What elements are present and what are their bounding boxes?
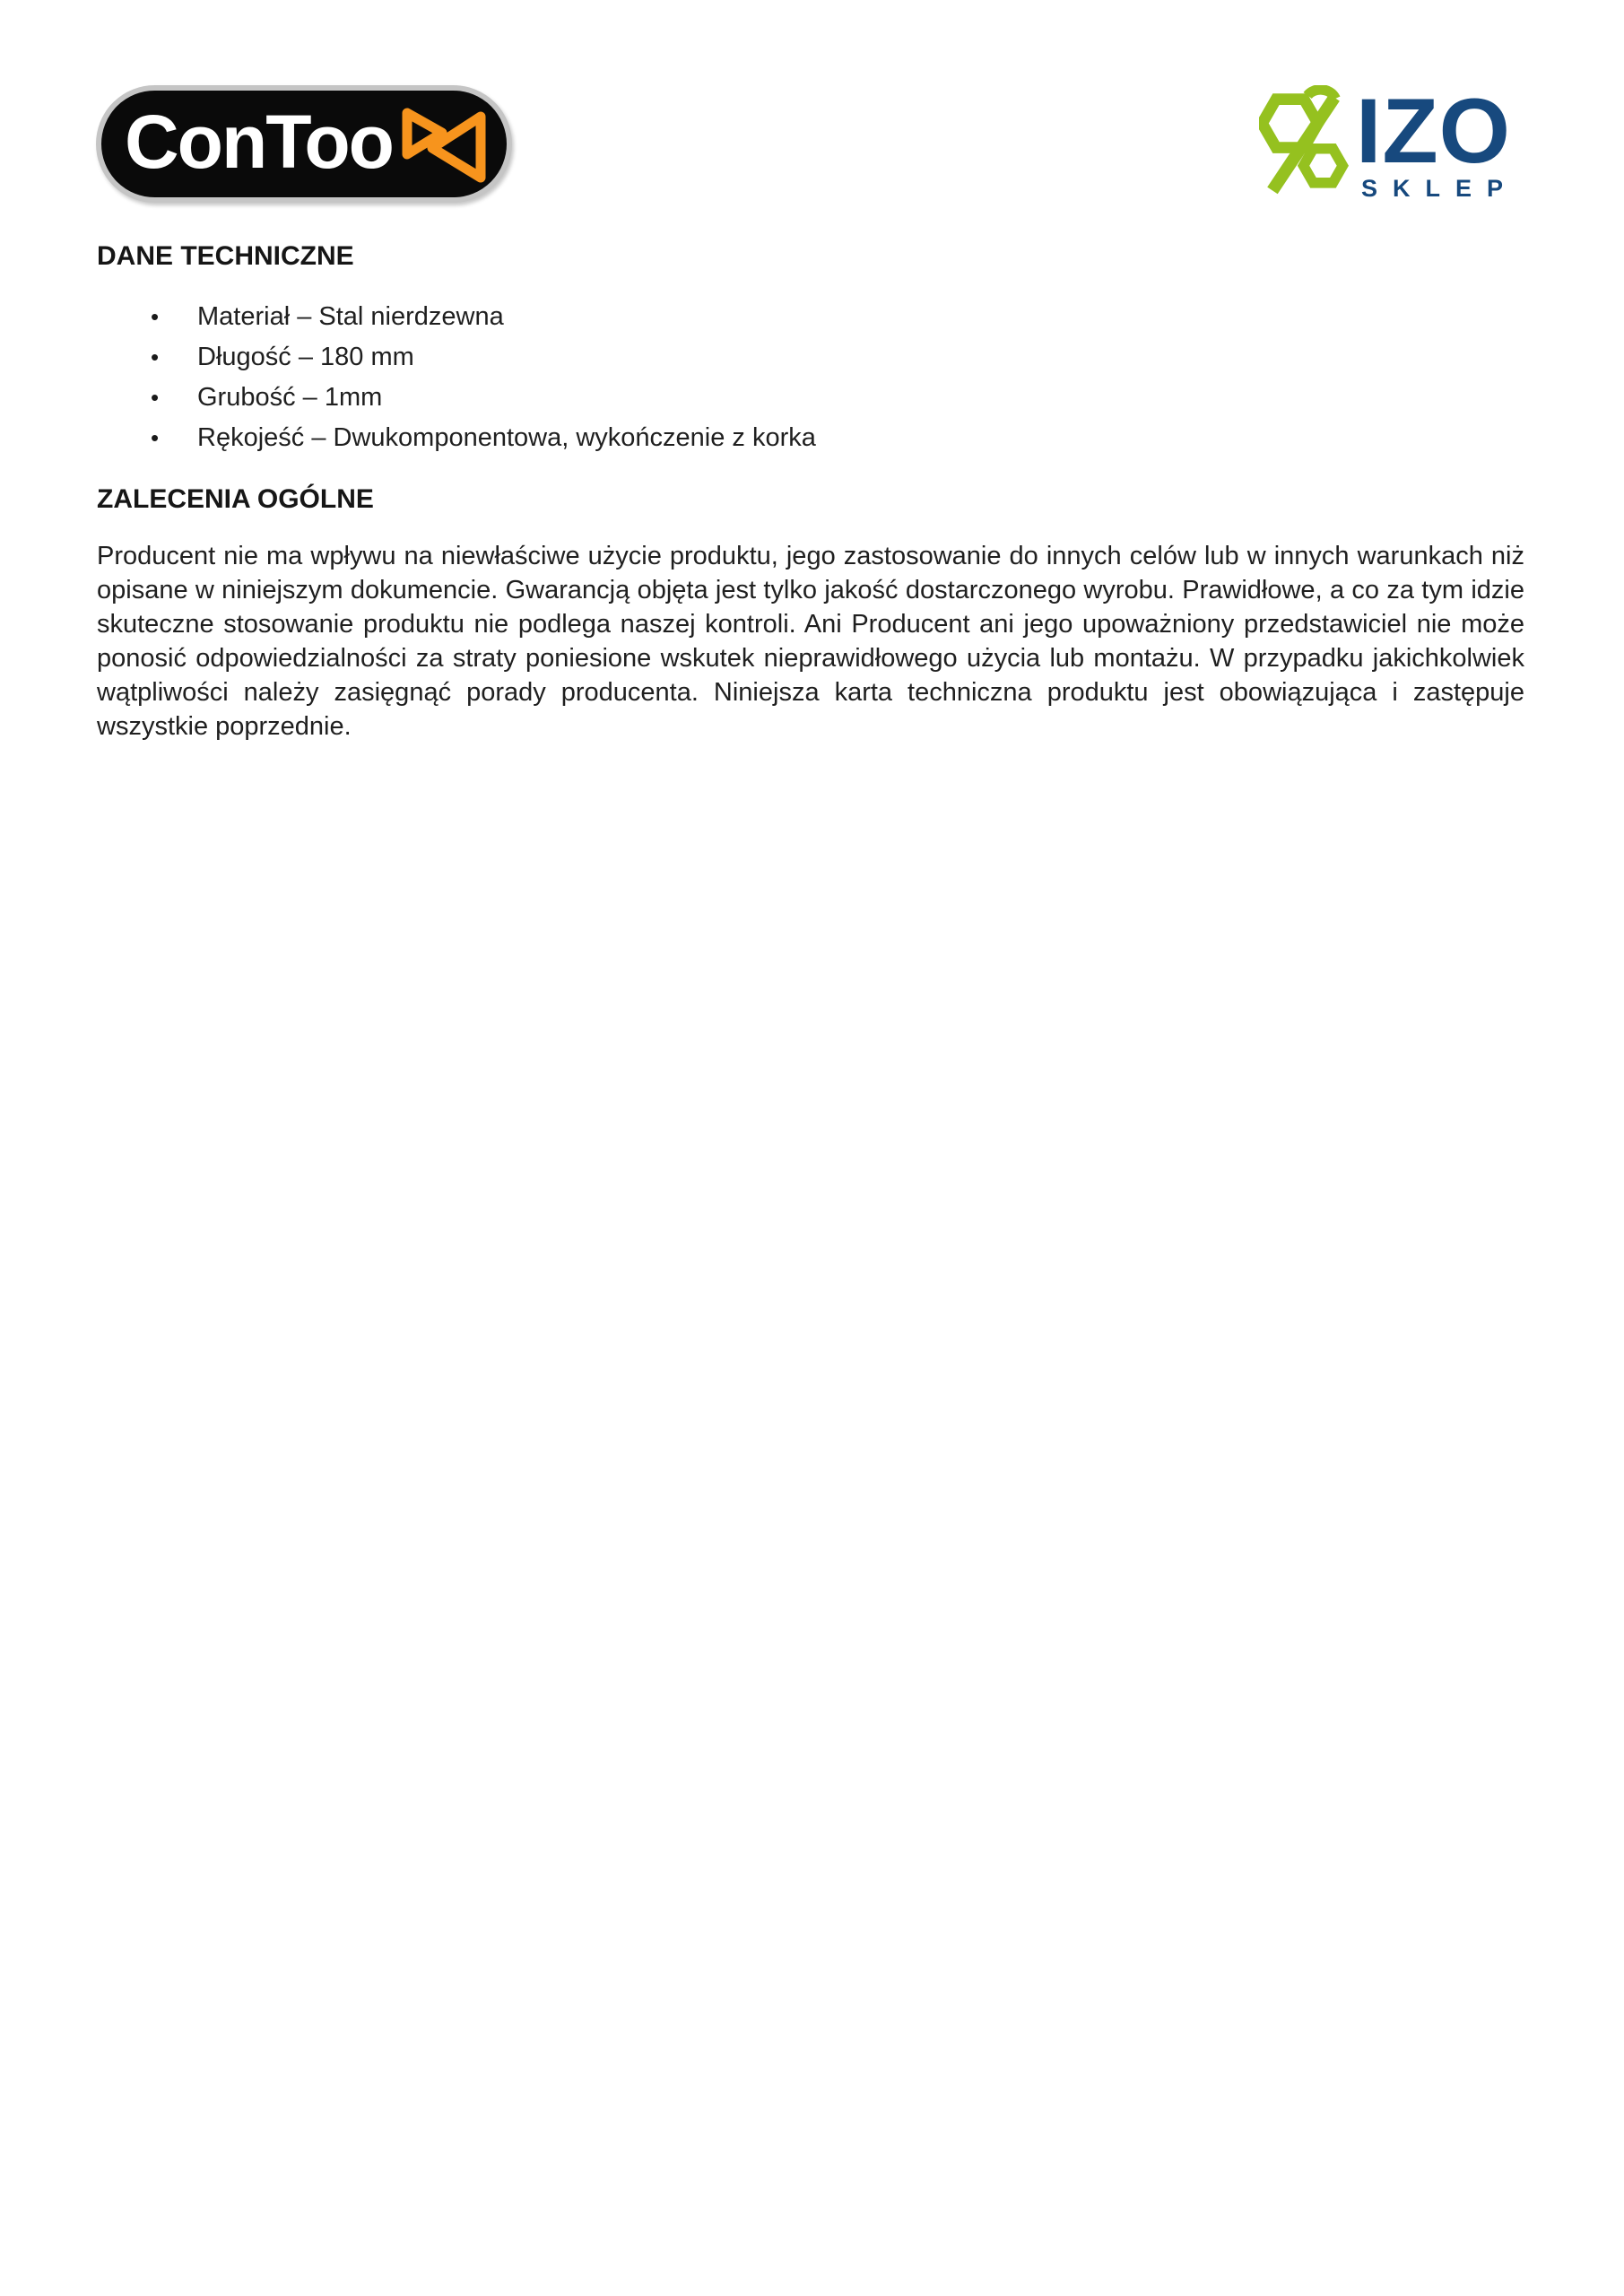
hexagon-percent-icon <box>1259 85 1354 195</box>
list-item-text: Długość – 180 mm <box>197 343 414 371</box>
izo-logo-main-text: IZO <box>1356 80 1511 182</box>
bullet-icon: • <box>151 384 160 411</box>
list-item-text: Materiał – Stal nierdzewna <box>197 302 504 331</box>
section-title-technical-data: DANE TECHNICZNE <box>97 241 354 271</box>
izo-sklep-logo <box>1259 80 1519 202</box>
section-title-general-recommendations: ZALECENIA OGÓLNE <box>97 484 374 514</box>
contoo-logo <box>96 85 512 203</box>
list-item <box>97 337 1524 378</box>
bullet-icon: • <box>151 303 160 330</box>
bowtie-icon <box>399 103 489 186</box>
izo-logo-text <box>1356 80 1519 202</box>
bullet-icon: • <box>151 344 160 370</box>
bullet-icon: • <box>151 424 160 451</box>
list-item <box>97 297 1524 337</box>
izo-logo-sub-text: SKLEP <box>1361 174 1519 202</box>
recommendations-paragraph: Producent nie ma wpływu na niewłaściwe użycie produktu, jego zastosowanie do innych celów lub w innych warunkach niż opisane w niniejszym dokumencie. Gwarancją objęta jest tylko jakość dostarczonego wyrobu. Prawidłowe, a co za tym idzie skuteczne stosowanie produktu nie podlega naszej kontroli. Ani Producent ani jego upoważniony przedstawiciel nie może ponosić odpowiedzialności za straty poniesione wskutek nieprawidłowego użycia lub montażu. W przypadku jakichkolwiek wątpliwości należy zasięgnąć porady producenta. Niniejsza karta techniczna produktu jest obowiązująca i zastępuje wszystkie poprzednie. <box>97 542 1524 741</box>
list-item-text: Grubość – 1mm <box>197 383 383 412</box>
list-item <box>97 418 1524 458</box>
list-item-text: Rękojeść – Dwukomponentowa, wykończenie z korka <box>197 423 816 452</box>
list-item <box>97 378 1524 418</box>
technical-data-list <box>97 297 1524 458</box>
contoo-logo-text: ConToo <box>125 99 393 184</box>
